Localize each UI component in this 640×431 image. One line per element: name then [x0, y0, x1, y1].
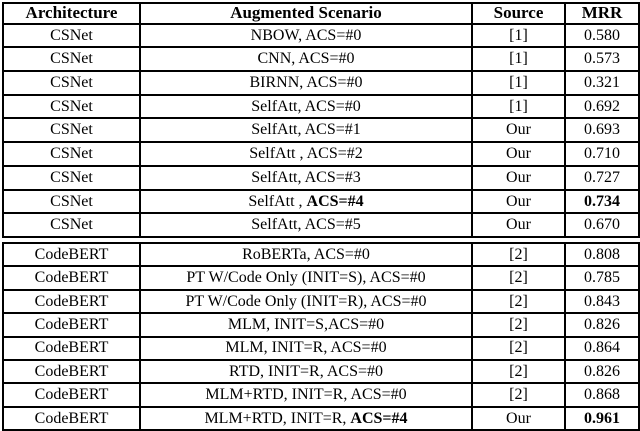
architecture-cell: CSNet [3, 95, 140, 119]
scenario-cell [140, 266, 472, 289]
source-cell: [2] [472, 243, 565, 266]
scenario-bold-text: ACS=#4 [306, 192, 364, 210]
architecture-cell: CodeBERT [3, 337, 140, 360]
architecture-cell: CodeBERT [3, 383, 140, 406]
mrr-cell: 0.785 [565, 266, 639, 289]
scenario-text: SelfAtt, ACS=#3 [251, 168, 361, 186]
mrr-cell: 0.826 [565, 360, 639, 383]
source-cell: [1] [472, 71, 565, 95]
table-row [3, 95, 639, 119]
scenario-text: MLM, INIT=R, ACS=#0 [225, 339, 387, 357]
source-cell: [1] [472, 95, 565, 119]
scenario-cell [140, 360, 472, 383]
scenario-cell [140, 313, 472, 336]
header-mrr: MRR [565, 3, 639, 24]
mrr-cell: 0.868 [565, 383, 639, 406]
results-table-section-csnet [2, 2, 640, 238]
table-row [3, 213, 639, 237]
table-row [3, 313, 639, 336]
scenario-cell [140, 290, 472, 313]
table-row [3, 166, 639, 190]
mrr-cell: 0.710 [565, 142, 639, 166]
table-row [3, 71, 639, 95]
scenario-cell [140, 190, 472, 214]
source-cell: [2] [472, 266, 565, 289]
scenario-cell [140, 24, 472, 48]
scenario-text: BIRNN, ACS=#0 [249, 74, 363, 92]
scenario-text: PT W/Code Only (INIT=S), ACS=#0 [186, 269, 426, 287]
table-row [3, 337, 639, 360]
mrr-cell: 0.961 [565, 407, 639, 430]
architecture-cell: CodeBERT [3, 290, 140, 313]
architecture-cell: CodeBERT [3, 243, 140, 266]
scenario-text: MLM+RTD, INIT=R, ACS=#0 [205, 386, 407, 404]
source-cell: Our [472, 142, 565, 166]
source-cell: Our [472, 407, 565, 430]
scenario-cell [140, 47, 472, 71]
scenario-cell [140, 383, 472, 406]
architecture-cell: CSNet [3, 24, 140, 48]
table-row [3, 118, 639, 142]
scenario-cell [140, 213, 472, 237]
architecture-cell: CSNet [3, 118, 140, 142]
table-section-1 [3, 243, 639, 430]
architecture-cell: CSNet [3, 213, 140, 237]
architecture-cell: CSNet [3, 47, 140, 71]
scenario-bold-text: ACS=#4 [350, 409, 408, 427]
source-cell: [1] [472, 24, 565, 48]
scenario-cell [140, 118, 472, 142]
architecture-cell: CSNet [3, 142, 140, 166]
header-augmented-scenario: Augmented Scenario [140, 3, 472, 24]
table-section-0 [3, 24, 639, 237]
scenario-cell [140, 166, 472, 190]
architecture-cell: CSNet [3, 166, 140, 190]
mrr-cell: 0.727 [565, 166, 639, 190]
scenario-text: SelfAtt, ACS=#1 [251, 121, 361, 139]
source-cell: [2] [472, 383, 565, 406]
table-row [3, 243, 639, 266]
mrr-cell: 0.580 [565, 24, 639, 48]
source-cell: [2] [472, 360, 565, 383]
scenario-cell [140, 407, 472, 430]
mrr-cell: 0.693 [565, 118, 639, 142]
mrr-cell: 0.321 [565, 71, 639, 95]
source-cell: Our [472, 213, 565, 237]
table-row [3, 47, 639, 71]
table-row [3, 266, 639, 289]
scenario-text: SelfAtt, ACS=#0 [251, 97, 361, 115]
source-cell: [2] [472, 313, 565, 336]
scenario-text: RTD, INIT=R, ACS=#0 [229, 362, 383, 380]
scenario-text: RoBERTa, ACS=#0 [242, 245, 370, 263]
source-cell: [2] [472, 337, 565, 360]
scenario-cell [140, 243, 472, 266]
scenario-cell [140, 142, 472, 166]
source-cell: [2] [472, 290, 565, 313]
source-cell: Our [472, 190, 565, 214]
scenario-text: CNN, ACS=#0 [257, 50, 355, 68]
scenario-text: PT W/Code Only (INIT=R), ACS=#0 [185, 292, 427, 310]
mrr-cell: 0.843 [565, 290, 639, 313]
mrr-cell: 0.864 [565, 337, 639, 360]
mrr-cell: 0.826 [565, 313, 639, 336]
mrr-cell: 0.808 [565, 243, 639, 266]
source-cell: Our [472, 166, 565, 190]
mrr-cell: 0.692 [565, 95, 639, 119]
mrr-cell: 0.573 [565, 47, 639, 71]
table-row [3, 360, 639, 383]
scenario-text: SelfAtt , [248, 192, 307, 210]
table-row [3, 407, 639, 430]
architecture-cell: CodeBERT [3, 407, 140, 430]
architecture-cell: CodeBERT [3, 266, 140, 289]
table-row [3, 142, 639, 166]
header-source: Source [472, 3, 565, 24]
scenario-cell [140, 95, 472, 119]
scenario-text: SelfAtt, ACS=#5 [251, 216, 361, 234]
table-row [3, 24, 639, 48]
scenario-text: MLM+RTD, INIT=R, [204, 409, 351, 427]
table-header-row [3, 3, 639, 24]
scenario-text: MLM, INIT=S,ACS=#0 [227, 316, 385, 334]
scenario-text: SelfAtt , ACS=#2 [249, 145, 363, 163]
source-cell: [1] [472, 47, 565, 71]
architecture-cell: CSNet [3, 71, 140, 95]
source-cell: Our [472, 118, 565, 142]
architecture-cell: CodeBERT [3, 313, 140, 336]
architecture-cell: CSNet [3, 190, 140, 214]
mrr-cell: 0.670 [565, 213, 639, 237]
mrr-cell: 0.734 [565, 190, 639, 214]
table-row [3, 383, 639, 406]
table-row [3, 290, 639, 313]
scenario-cell [140, 337, 472, 360]
header-architecture: Architecture [3, 3, 140, 24]
table-row [3, 190, 639, 214]
scenario-cell [140, 71, 472, 95]
architecture-cell: CodeBERT [3, 360, 140, 383]
scenario-text: NBOW, ACS=#0 [250, 26, 362, 44]
results-table-section-codebert [2, 242, 640, 431]
